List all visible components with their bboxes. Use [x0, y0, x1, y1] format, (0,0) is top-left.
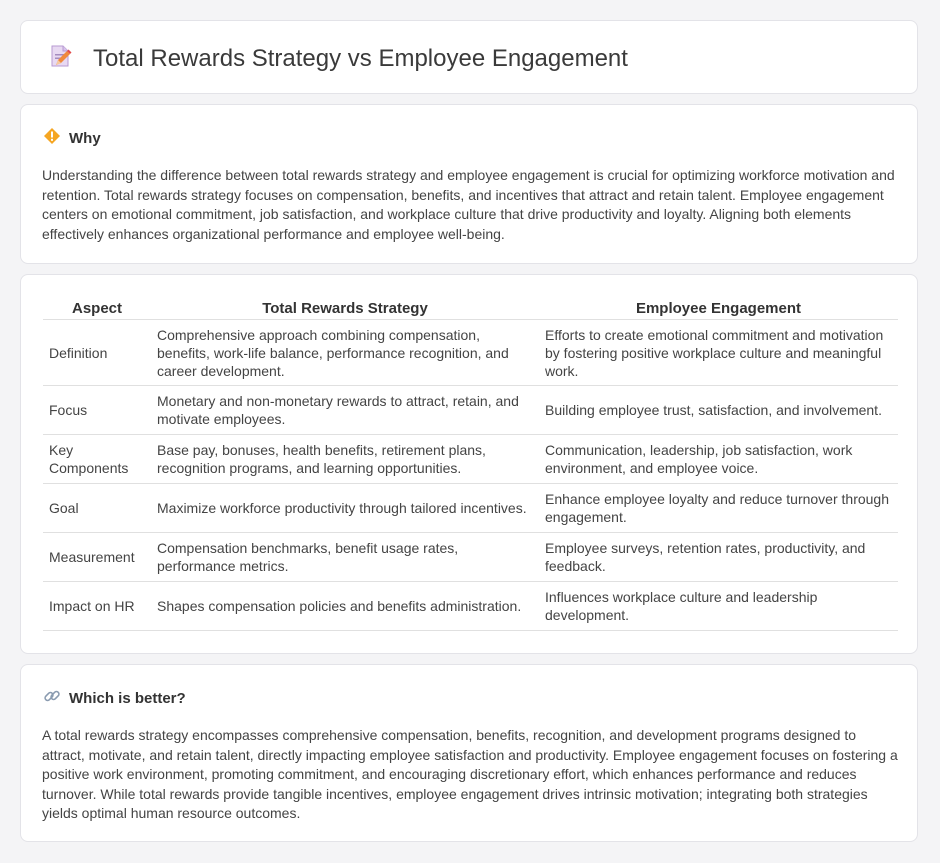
better-title: Which is better? [69, 690, 186, 707]
row-aspect: Measurement [43, 533, 151, 582]
row-total-rewards: Base pay, bonuses, health benefits, retirement plans, recognition programs, and learning opportunities. [151, 435, 539, 484]
header-employee-engagement: Employee Engagement [539, 297, 898, 320]
row-aspect: Focus [43, 386, 151, 435]
row-aspect: Goal [43, 484, 151, 533]
row-total-rewards: Compensation benchmarks, benefit usage rates, performance metrics. [151, 533, 539, 582]
comparison-table [43, 297, 898, 631]
header-aspect: Aspect [43, 297, 151, 320]
table-row [43, 435, 898, 484]
header-card [20, 20, 918, 94]
comparison-section [20, 274, 918, 654]
row-total-rewards: Shapes compensation policies and benefits administration. [151, 582, 539, 631]
table-row [43, 533, 898, 582]
diamond-warning-icon [43, 127, 61, 150]
header-total-rewards: Total Rewards Strategy [151, 297, 539, 320]
why-title: Why [69, 130, 101, 147]
row-aspect: Key Components [43, 435, 151, 484]
row-employee-engagement: Employee surveys, retention rates, productivity, and feedback. [539, 533, 898, 582]
row-employee-engagement: Influences workplace culture and leadership development. [539, 582, 898, 631]
page-title: Total Rewards Strategy vs Employee Engagement [93, 44, 628, 72]
row-total-rewards: Monetary and non-monetary rewards to attract, retain, and motivate employees. [151, 386, 539, 435]
which-is-better-section [20, 664, 918, 842]
row-employee-engagement: Building employee trust, satisfaction, and involvement. [539, 386, 898, 435]
better-text: A total rewards strategy encompasses comprehensive compensation, benefits, recognition, and development programs designed to attract, motivate, and retain talent, directly impacting employee satisfaction and productivity. Employee engagement focuses on fostering a positive work environment, promoting commitment, and encouraging discretionary effort, which enhances performance and reduces turnover. While total rewards provide tangible incentives, employee engagement drives intrinsic motivation; integrating both strategies yields optimal human resource outcomes. [42, 727, 898, 821]
document-edit-icon [47, 43, 73, 74]
row-aspect: Definition [43, 320, 151, 386]
row-total-rewards: Comprehensive approach combining compensation, benefits, work-life balance, performance recognition, and career development. [151, 320, 539, 386]
why-text: Understanding the difference between total rewards strategy and employee engagement is crucial for optimizing workforce motivation and retention. Total rewards strategy focuses on compensation, benefits, and incentives that attract and retain talent. Employee engagement centers on emotional commitment, job satisfaction, and workplace culture that drive productivity and loyalty. Aligning both elements effectively enhances organizational performance and employee well-being. [42, 167, 895, 242]
row-employee-engagement: Communication, leadership, job satisfaction, work environment, and employee voice. [539, 435, 898, 484]
row-employee-engagement: Efforts to create emotional commitment and motivation by fostering positive workplace culture and meaningful work. [539, 320, 898, 386]
row-aspect: Impact on HR [43, 582, 151, 631]
link-icon [43, 687, 61, 710]
row-employee-engagement: Enhance employee loyalty and reduce turnover through engagement. [539, 484, 898, 533]
row-total-rewards: Maximize workforce productivity through tailored incentives. [151, 484, 539, 533]
table-header-row [43, 297, 898, 320]
table-row [43, 484, 898, 533]
table-row [43, 582, 898, 631]
why-section [20, 104, 918, 264]
table-row [43, 320, 898, 386]
table-row [43, 386, 898, 435]
